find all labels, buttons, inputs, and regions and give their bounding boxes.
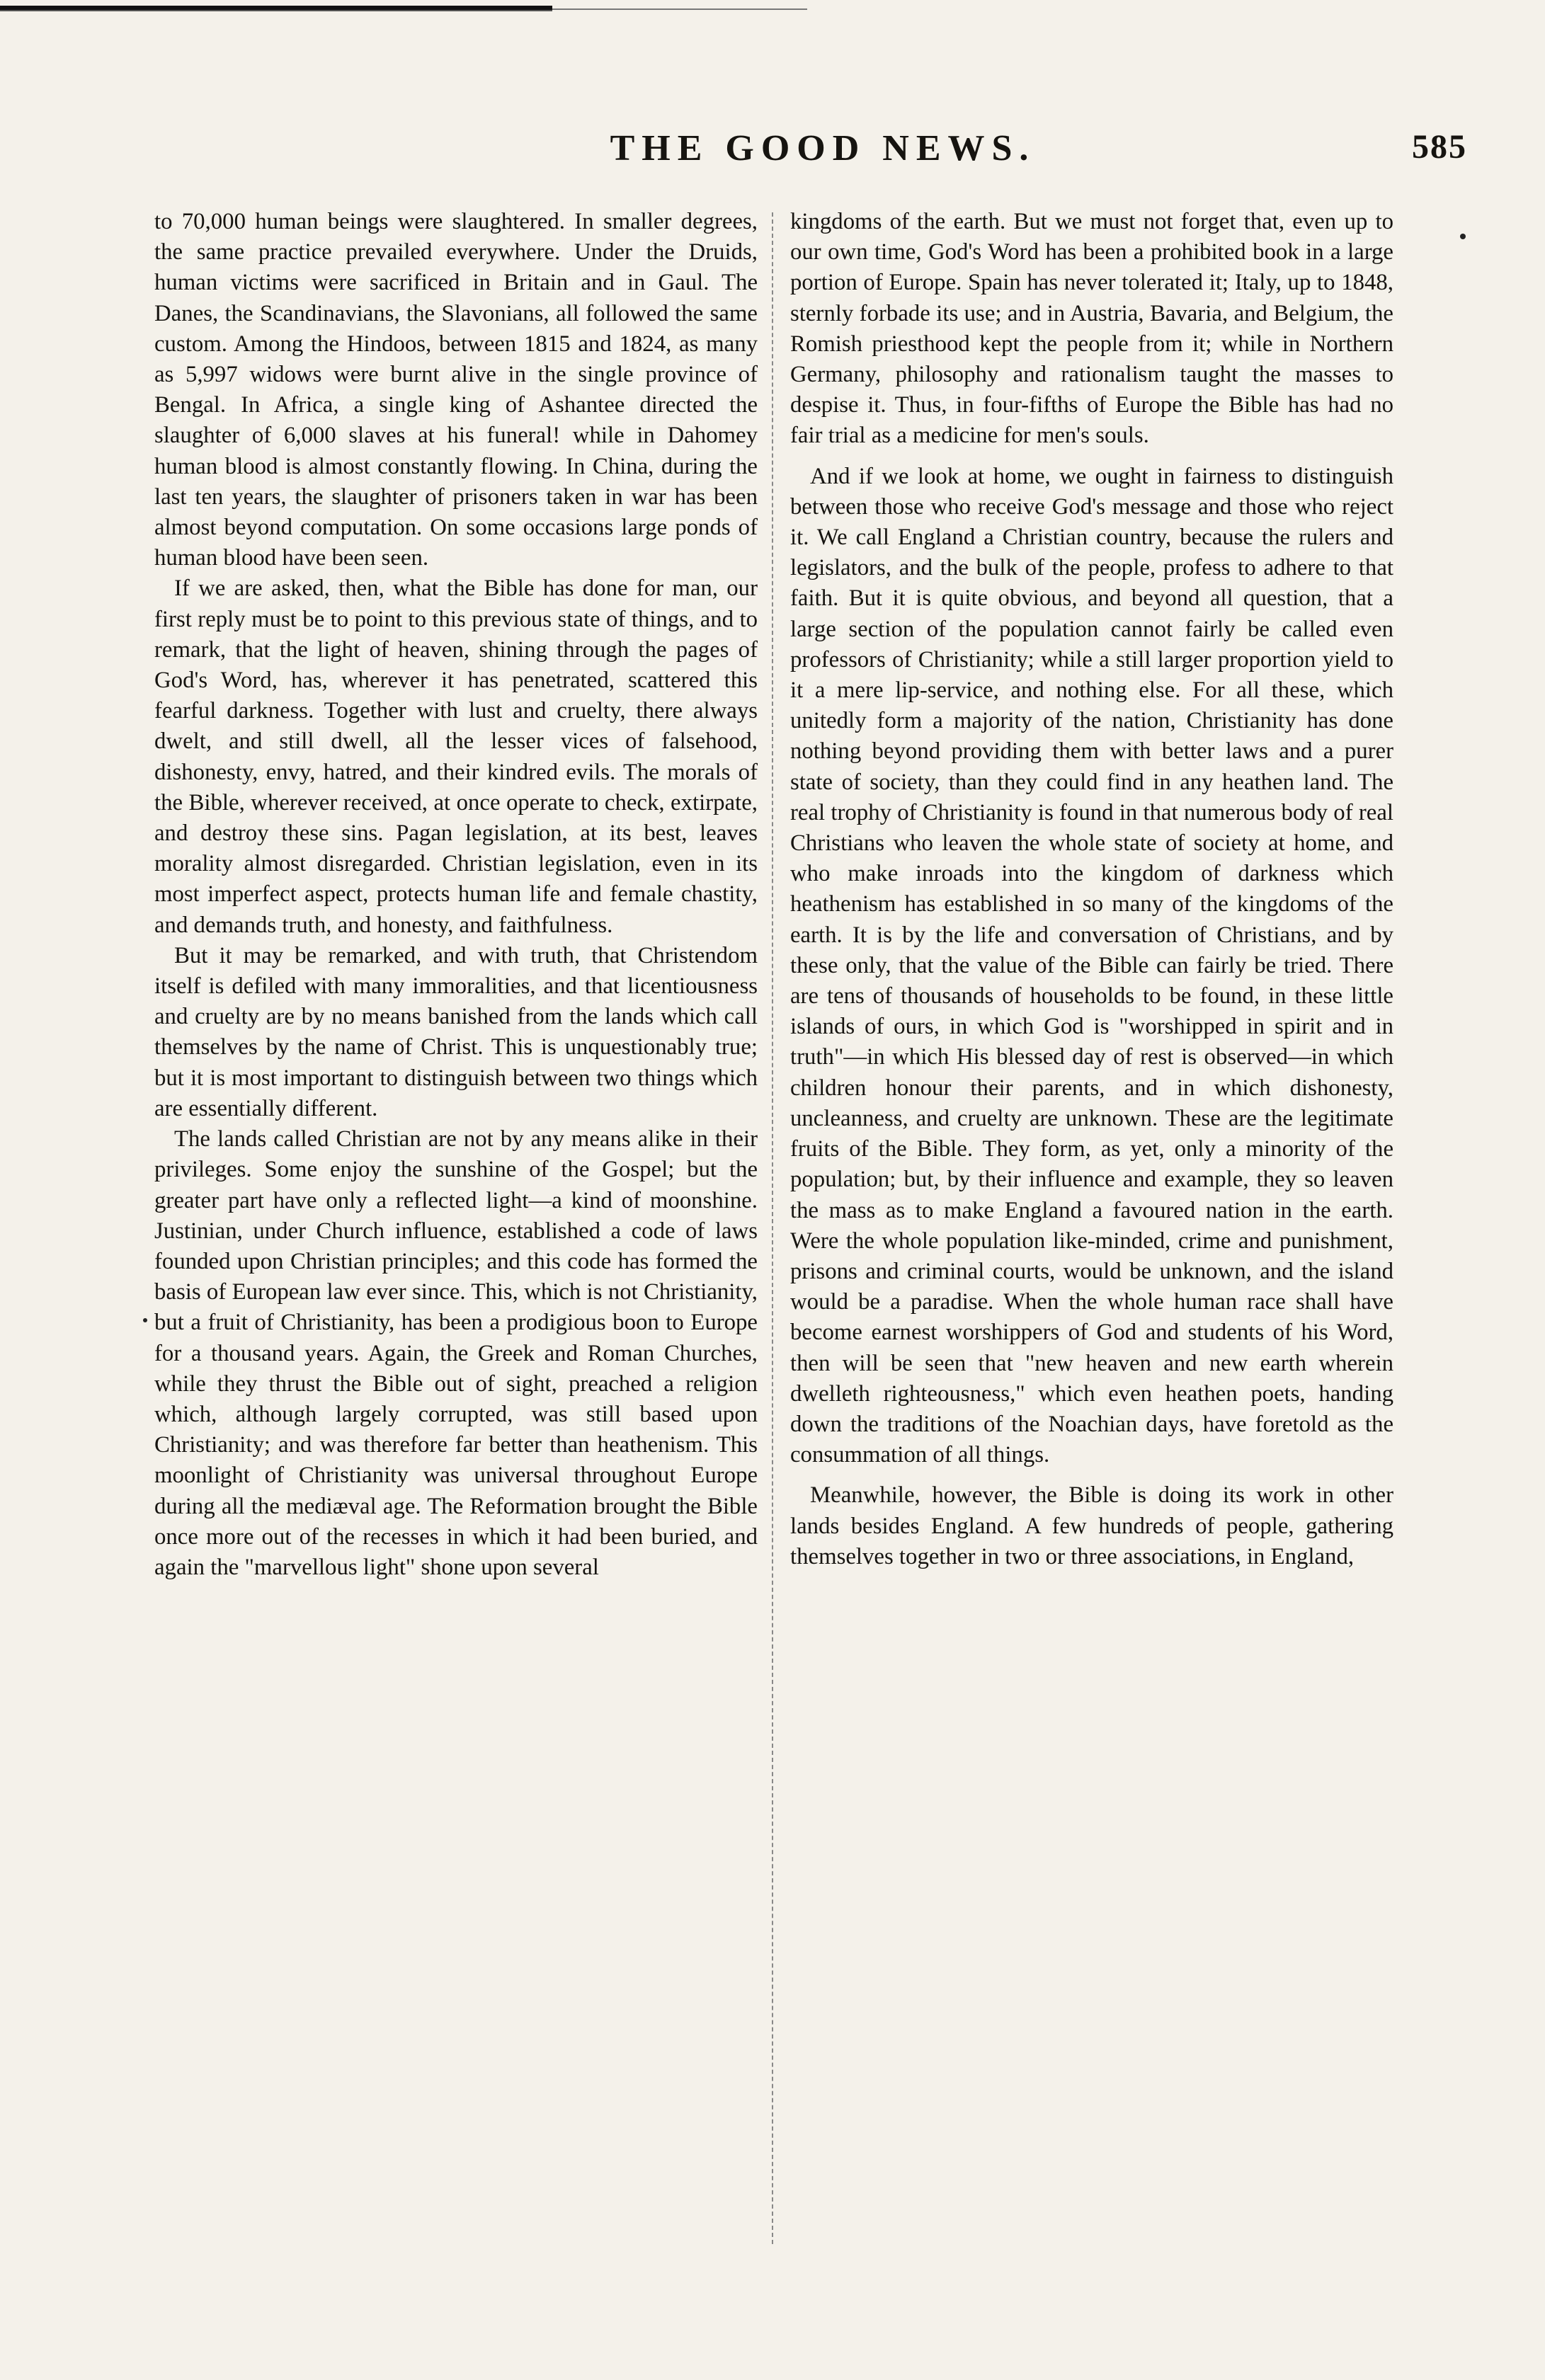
left-paragraph-4: The lands called Christian are not by any means alike in their privileges. Some enjoy the sunshine of the Gospel; but the greater part have only a reflected light—a kind of moonshine. Justinian, under Church influence, established a code of laws founded upon Christian principles; and this code has formed the basis of European law ever since. This, which is not Christianity, but a fruit of Christianity, has been a prodigious boon to Europe for a thousand years. Again, the Greek and Roman Churches, while they thrust the Bible out of sight, preached a religion which, although largely corrupted, was still based upon Christianity; and was therefore far better than heathenism. This moonlight of Christianity was universal throughout Europe during all the mediæval age. The Reformation brought the Bible once more out of the recesses in which it had been buried, and again the "marvellous light" shone upon several — [154, 1126, 758, 1580]
ink-speck — [143, 1318, 147, 1322]
left-column — [154, 207, 758, 1583]
page-number: 585 — [1412, 128, 1467, 166]
right-paragraph-3: Meanwhile, however, the Bible is doing its work in other lands besides England. A few hundreds of people, gathering themselves together in two or three associations, in England, — [790, 1482, 1393, 1569]
left-paragraph-3: But it may be remarked, and with truth, that Christendom itself is defiled with many immoralities, and that licentiousness and cruelty are by no means banished from the lands which call themselves by the name of Christ. This is unquestionably true; but it is most important to distinguish between two things which are essentially different. — [154, 942, 758, 1121]
left-paragraph-2: If we are asked, then, what the Bible has done for man, our first reply must be to point to this previous state of things, and to remark, that the light of heaven, shining through the pages of God's Word, has, wherever it has penetrated, scattered this fearful darkness. Together with lust and cruelty, there always dwelt, and still dwell, all the lesser vices of falsehood, dishonesty, envy, hatred, and their kindred evils. The morals of the Bible, wherever received, at once operate to check, extirpate, and destroy these sins. Pagan legislation, at its best, leaves morality almost disregarded. Christian legislation, even in its most imperfect aspect, protects human life and female chastity, and demands truth, and honesty, and faithfulness. — [154, 576, 758, 938]
left-paragraph-1: to 70,000 human beings were slaughtered. In smaller degrees, the same practice prevailed everywhere. Under the Druids, human victims were sacrificed in Britain and in Gaul. The Danes, the Scandinavians, the Slavonians, all followed the same custom. Among the Hindoos, between 1815 and 1824, as many as 5,997 widows were burnt alive in the single province of Bengal. In Africa, a single king of Ashantee directed the slaughter of 6,000 slaves at his funeral! while in Dahomey human blood is almost constantly flowing. In China, during the last ten years, the slaughter of prisoners taken in war has been almost beyond computation. On some occasions large ponds of human blood have been seen. — [154, 209, 758, 571]
right-paragraph-2: And if we look at home, we ought in fairness to distinguish between those who receive God's message and those who reject it. We call England a Christian country, because the rulers and legislators, and the bulk of the people, profess to adhere to that faith. But it is quite obvious, and beyond all question, that a large section of the population cannot fairly be called even professors of Christianity; while a still larger proportion yield to it a mere lip-service, and nothing else. For all these, which unitedly form a majority of the nation, Christianity has done nothing beyond providing them with better laws and a purer state of society, than they could find in any heathen land. The real trophy of Christianity is found in that numerous body of real Christians who leaven the whole state of society at home, and who make inroads into the kingdom of darkness which heathenism has established in so many of the kingdoms of the earth. It is by the life and conversation of Christians, and by these only, that the value of the Bible can fairly be tried. There are tens of thousands of households to be found, in these little islands of ours, in which God is "worshipped in spirit and in truth"—in which His blessed day of rest is observed—in which children honour their parents, and in which dishonesty, uncleanness, and cruelty are unknown. These are the legitimate fruits of the Bible. They form, as yet, only a minority of the population; but, by their influence and example, they so leaven the mass as to make England a favoured nation in the earth. Were the whole population like-minded, crime and punishment, prisons and criminal courts, would be unknown, and the island would be a paradise. When the whole human race shall have become earnest worshippers of God and students of his Word, then will be seen that "new heaven and new earth wherein dwelleth righteousness," which even heathen poets, handing down the traditions of the Noachian days, have foretold as the consummation of all things. — [790, 463, 1393, 1468]
right-column — [790, 207, 1393, 1572]
column-divider — [772, 212, 773, 2244]
running-title: THE GOOD NEWS. — [610, 128, 1036, 168]
right-paragraph-1: kingdoms of the earth. But we must not forget that, even up to our own time, God's Word has been a prohibited book in a large portion of Europe. Spain has never tolerated it; Italy, up to 1848, sternly forbade its use; and in Austria, Bavaria, and Belgium, the Romish priesthood kept the people from it; while in Northern Germany, philosophy and rationalism taught the masses to despise it. Thus, in four-fifths of Europe the Bible has had no fair trial as a medicine for men's souls. — [790, 209, 1393, 449]
ink-speck — [1460, 234, 1466, 239]
page-header — [157, 127, 1488, 184]
top-border-rule — [0, 6, 552, 10]
top-border-rule-tail — [552, 8, 807, 10]
